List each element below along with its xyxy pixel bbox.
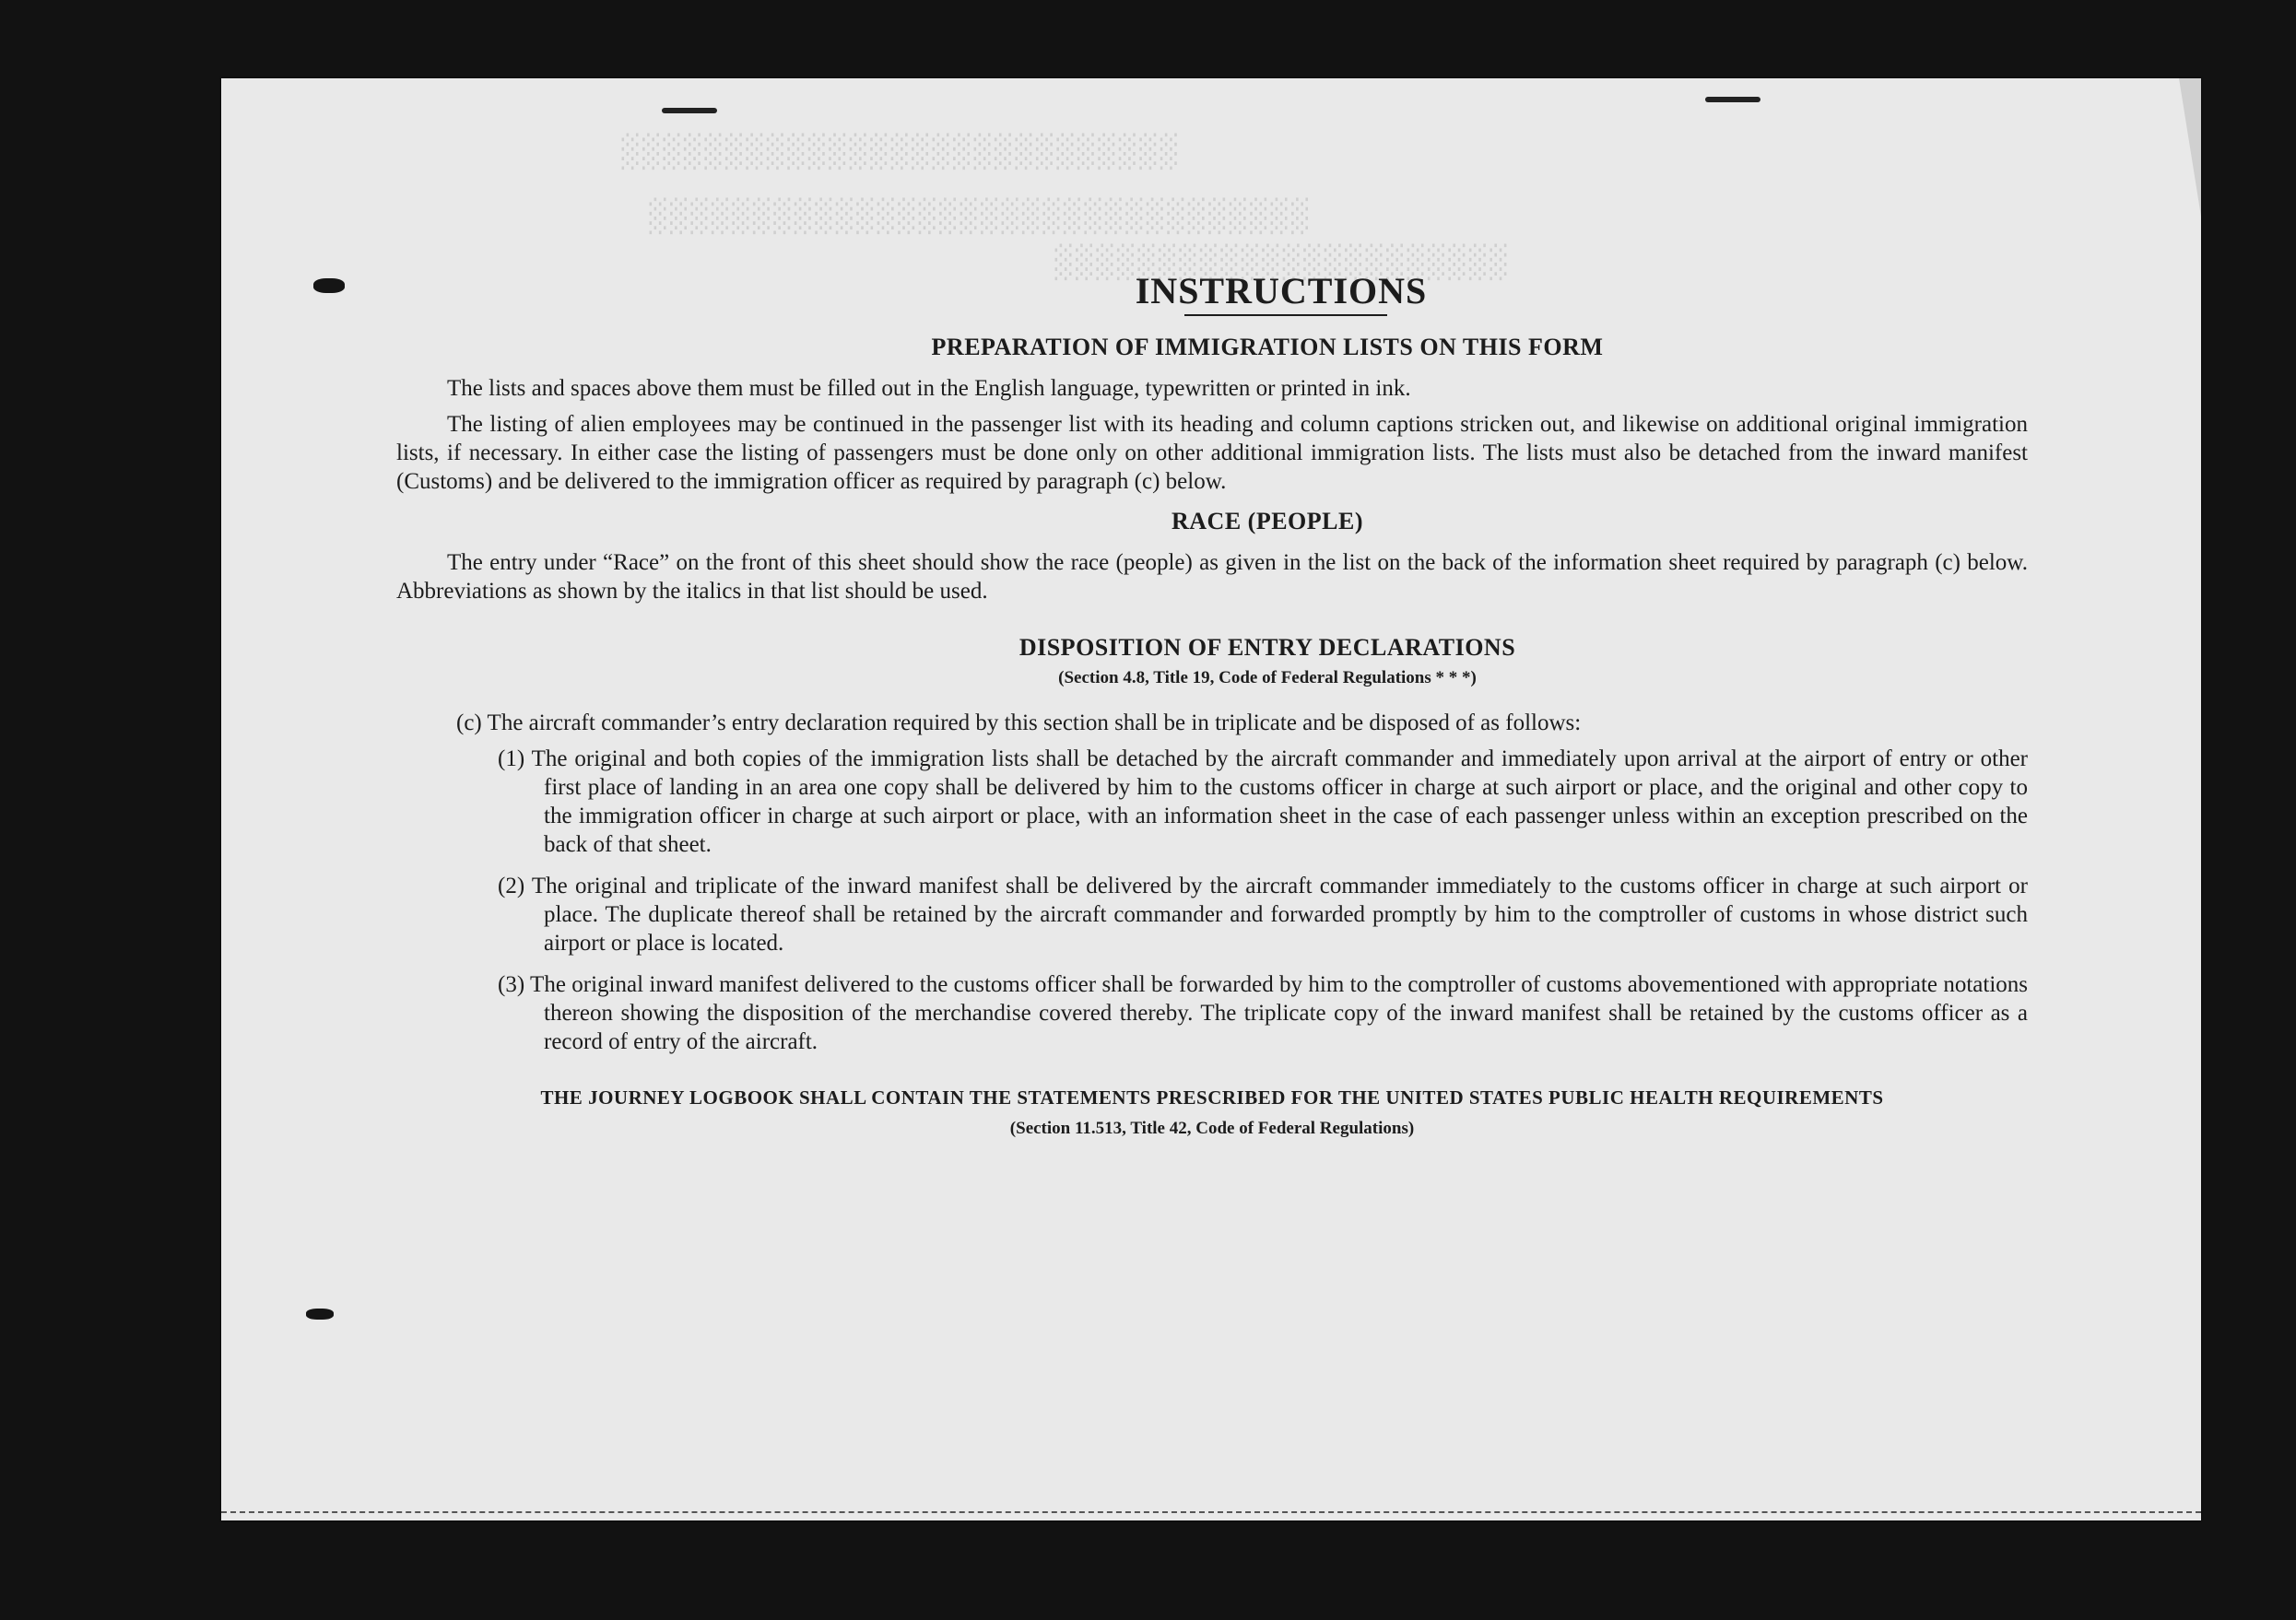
list-item: (2) The original and triplicate of the inward manifest shall be delivered by the aircraft commander immediately to the customs officer in charge at such airport or place. The duplicate thereof shall be retained by the aircraft commander and forwarded promptly by him to the comptroller of customs in whose district such airport or place is located. (498, 874, 2028, 956)
section-heading-race: RACE (PEOPLE) (1172, 508, 1363, 534)
section-citation: (Section 4.8, Title 19, Code of Federal Regulations * * *) (1058, 668, 1477, 687)
section-heading-preparation: PREPARATION OF IMMIGRATION LISTS ON THIS FORM (931, 334, 1604, 360)
corner-fold (2179, 78, 2201, 217)
paragraph: The listing of alien employees may be continued in the passenger list with its heading and column captions stricken out, and likewise on additional original immigration lists, if necessary. In either case the listing of passengers must be done only on other additional immigration lists. The lists must also be detached from the inward manifest (Customs) and be delivered to the immigration officer as required by paragraph (c) below. (396, 412, 2028, 494)
bleed-through-line: ░░░░░░░░░░░░░░░░░░░░░░ (1051, 244, 1507, 281)
list-item: (1) The original and both copies of the immigration lists shall be detached by the aircraft commander and immediately upon arrival at the airport of entry or other first place of landing in an area one copy shall be delivered by him to the customs officer in charge at such airport or place, and the original and other copy to the immigration officer in charge at such airport or place, with an information sheet in the case of each passenger unless within an exception prescribed on the back of that sheet. (498, 746, 2028, 857)
punch-mark (313, 278, 345, 293)
page-title: INSTRUCTIONS (1135, 270, 1428, 311)
paragraph: The entry under “Race” on the front of this sheet should show the race (people) as given in the list on the back of the information sheet required by paragraph (c) below. Abbreviations as shown by the italics in that list should be used. (396, 550, 2028, 604)
paragraph: The lists and spaces above them must be filled out in the English language, typewritten or printed in ink. (447, 376, 1411, 401)
perforated-edge (221, 1511, 2201, 1520)
section-heading-disposition: DISPOSITION OF ENTRY DECLARATIONS (1018, 634, 1516, 661)
footer-statement: THE JOURNEY LOGBOOK SHALL CONTAIN THE STATEMENTS PRESCRIBED FOR THE UNITED STATES PUBLIC HEALTH REQUIREMENTS (540, 1086, 1884, 1109)
footer-citation: (Section 11.513, Title 42, Code of Federal Regulations) (1009, 1119, 1415, 1138)
punch-mark (306, 1309, 334, 1320)
staple-mark (662, 108, 717, 113)
instructions-body (396, 270, 2028, 1143)
list-item: (3) The original inward manifest delivered to the customs officer shall be forwarded by him to the comptroller of customs abovementioned with appropriate notations thereon showing the disposition of the merchandise covered thereby. The triplicate copy of the inward manifest shall be retained by the customs officer as a record of entry of the aircraft. (498, 972, 2028, 1054)
bleed-through-line: ░░░░░░░░░░░░░░░░░░░░░░░░░░░░░░░░ (645, 198, 1309, 235)
staple-mark (1705, 97, 1760, 102)
title-underline (1184, 314, 1387, 316)
paper-sheet (221, 78, 2201, 1520)
bleed-through-line: ░░░░░░░░░░░░░░░░░░░░░░░░░░░ (618, 134, 1177, 170)
paragraph-lead: (c) The aircraft commander’s entry declaration required by this section shall be in triplicate and be disposed of as follows: (456, 710, 1582, 735)
